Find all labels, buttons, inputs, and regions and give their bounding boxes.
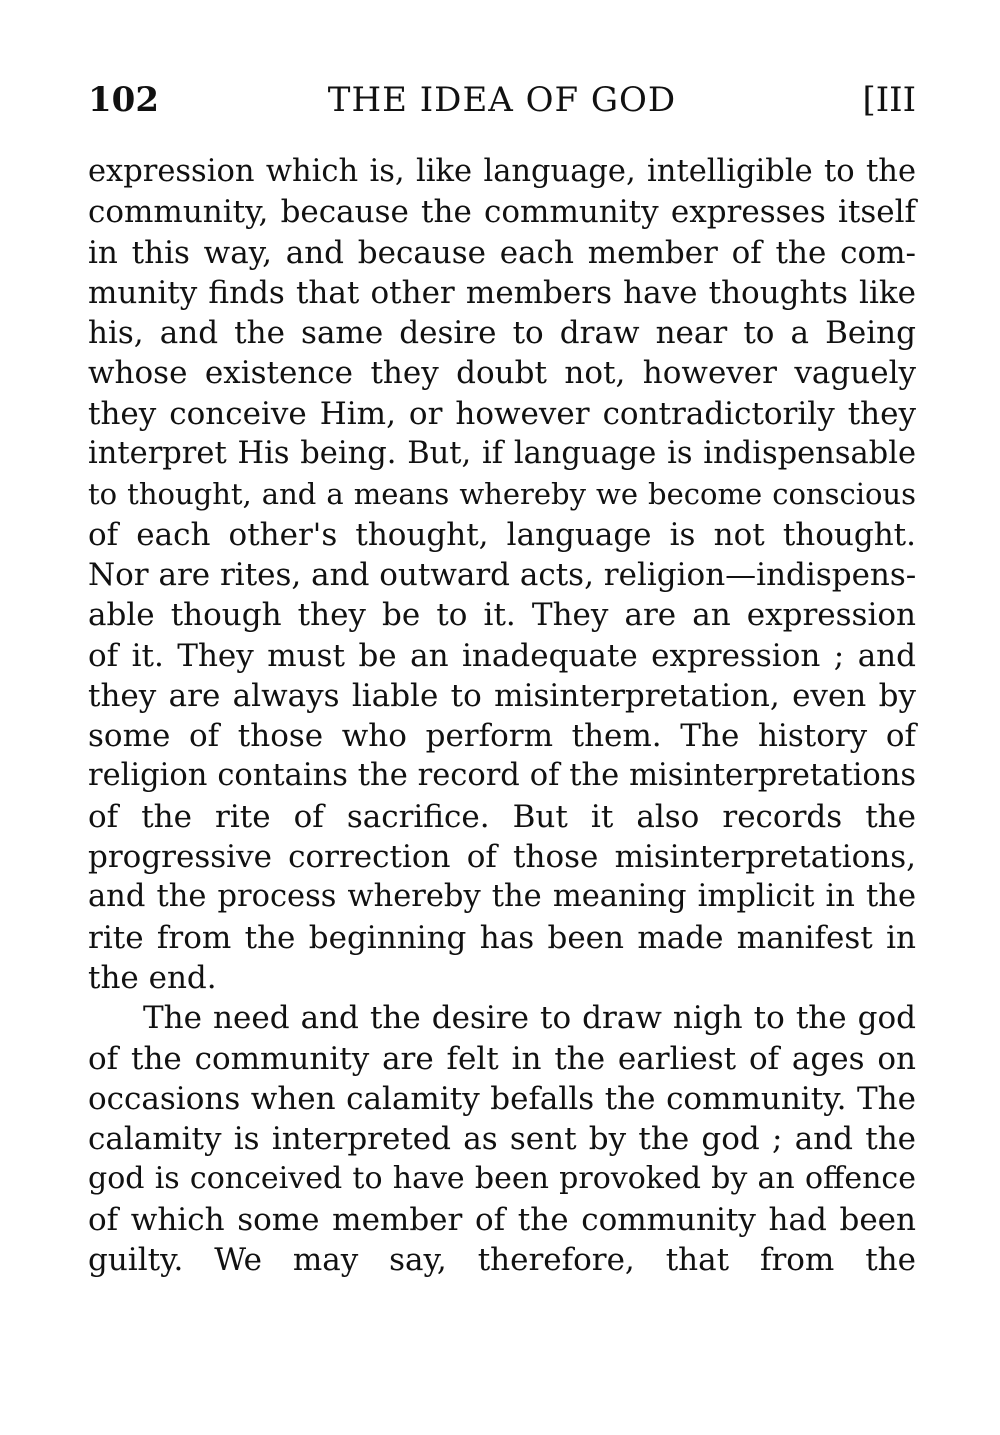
text-line: munity finds that other members have thoughts like [88, 274, 916, 311]
running-title: THE IDEA OF GOD [327, 80, 677, 120]
text-line: whose existence they doubt not, however vaguely [88, 355, 916, 392]
text-line: religion contains the record of the misinterpretations [88, 758, 916, 794]
paragraph-start-line: The need and the desire to draw nigh to the god [143, 1000, 916, 1037]
text-line: and the process whereby the meaning implicit in the [88, 879, 916, 915]
running-head [88, 78, 916, 122]
text-line: community, because the community expresses itself [88, 194, 916, 231]
text-line: they are always liable to misinterpretation, even by [88, 677, 916, 714]
text-line: of each other's thought, language is not thought. [88, 516, 916, 553]
text-line: guilty. We may say, therefore, that from the [88, 1242, 916, 1279]
text-line: rite from the beginning has been made manifest in [88, 919, 916, 956]
page-number: 102 [88, 80, 159, 120]
text-line: of which some member of the community had been [88, 1201, 916, 1238]
chapter-marker: [III [862, 80, 916, 120]
text-line: his, and the same desire to draw near to a Being [88, 315, 916, 352]
text-line: to thought, and a means whereby we become conscious [88, 477, 916, 512]
text-line: of the community are felt in the earliest of ages on [88, 1040, 916, 1077]
text-line: of the rite of sacrifice. But it also records the [88, 798, 916, 835]
text-line: occasions when calamity befalls the community. The [88, 1080, 916, 1117]
text-line: they conceive Him, or however contradictorily they [88, 395, 916, 432]
text-line: calamity is interpreted as sent by the god ; and the [88, 1121, 916, 1158]
text-line: progressive correction of those misinterpretations, [88, 839, 916, 876]
paragraph-end-line: the end. [88, 959, 217, 996]
text-line: of it. They must be an inadequate expression ; and [88, 637, 916, 674]
text-line: expression which is, like language, intelligible to the [88, 154, 916, 189]
text-line: able though they be to it. They are an expression [88, 597, 916, 634]
text-line: in this way, and because each member of the com- [88, 234, 916, 271]
text-line: some of those who perform them. The history of [88, 718, 916, 755]
body-text [88, 152, 916, 1280]
text-line: god is conceived to have been provoked by an offence [88, 1161, 916, 1197]
text-line: interpret His being. But, if language is indispensable [88, 436, 916, 472]
text-line: Nor are rites, and outward acts, religion—indispens- [88, 556, 917, 593]
